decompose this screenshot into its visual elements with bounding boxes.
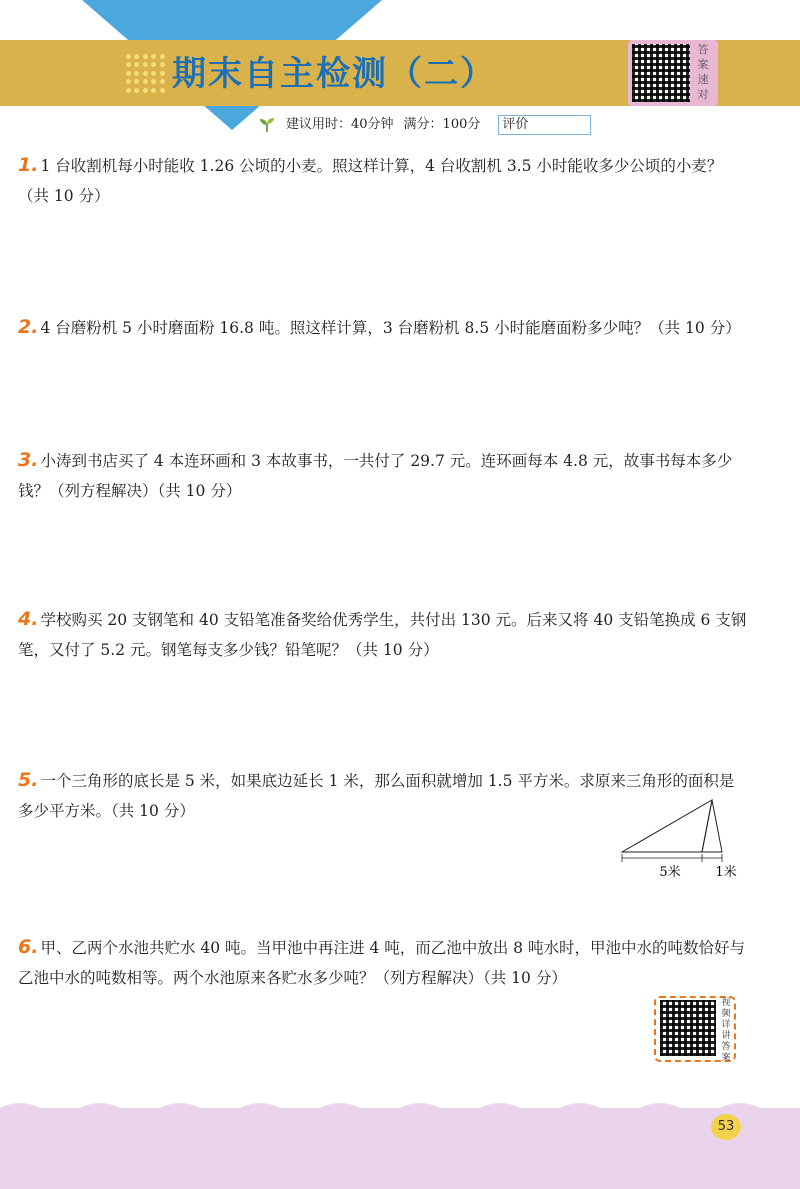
footer-band (0, 1108, 800, 1189)
question-2 (18, 312, 748, 343)
extension-label: 1米 (715, 865, 737, 880)
answer-qr-label: 答案速对 (697, 43, 709, 101)
evaluation-box[interactable]: 评价 (498, 115, 591, 135)
question-3 (18, 445, 748, 506)
question-text: 小涛到书店买了 4 本连环画和 3 本故事书，一共付了 29.7 元。连环画每本 4.8 元，故事书每本多少钱？（列方程解决）（共 10 分） (18, 452, 733, 500)
question-6 (18, 932, 748, 993)
question-text: 4 台磨粉机 5 小时磨面粉 16.8 吨。照这样计算，3 台磨粉机 8.5 小时能磨面粉多少吨？（共 10 分） (40, 319, 741, 337)
answer-qr-code-icon[interactable] (632, 44, 690, 102)
page-title: 期末自主检测（二） (172, 54, 496, 94)
question-text: 1 台收割机每小时能收 1.26 公顷的小麦。照这样计算，4 台收割机 3.5 小时能收多少公顷的小麦？（共 10 分） (18, 157, 723, 205)
suggested-time: 建议用时：40分钟 (286, 117, 394, 132)
question-number: 2. (18, 316, 39, 338)
question-number: 3. (18, 449, 39, 471)
question-4 (18, 604, 748, 665)
question-text: 一个三角形的底长是 5 米，如果底边延长 1 米，那么面积就增加 1.5 平方米。求原来三角形的面积是多少平方米。（共 10 分） (18, 772, 735, 820)
question-1 (18, 150, 748, 211)
question-number: 5. (18, 769, 39, 791)
dot-pattern-icon (126, 54, 166, 94)
sprout-icon (258, 117, 276, 133)
question-number: 1. (18, 154, 39, 176)
extended-triangle (702, 800, 722, 852)
video-qr-code-icon[interactable] (660, 1000, 716, 1056)
page-number: 53 (711, 1114, 741, 1140)
video-qr-label: 视频详讲答案 (721, 998, 731, 1063)
original-triangle (622, 800, 712, 852)
question-number: 4. (18, 608, 39, 630)
question-number: 6. (18, 936, 39, 958)
full-score: 满分：100分 (403, 117, 481, 132)
question-text: 学校购买 20 支钢笔和 40 支铅笔准备奖给优秀学生，共付出 130 元。后来又将 40 支铅笔换成 6 支钢笔，又付了 5.2 元。钢笔每支多少钱？铅笔呢？（共 10 分） (18, 611, 747, 659)
base-label: 5米 (659, 865, 681, 880)
triangle-figure (616, 796, 746, 882)
question-text: 甲、乙两个水池共贮水 40 吨。当甲池中再注进 4 吨，而乙池中放出 8 吨水时，甲池中水的吨数恰好与乙池中水的吨数相等。两个水池原来各贮水多少吨？（列方程解决）（共 10 分） (18, 939, 745, 987)
exam-info-row (258, 114, 591, 136)
